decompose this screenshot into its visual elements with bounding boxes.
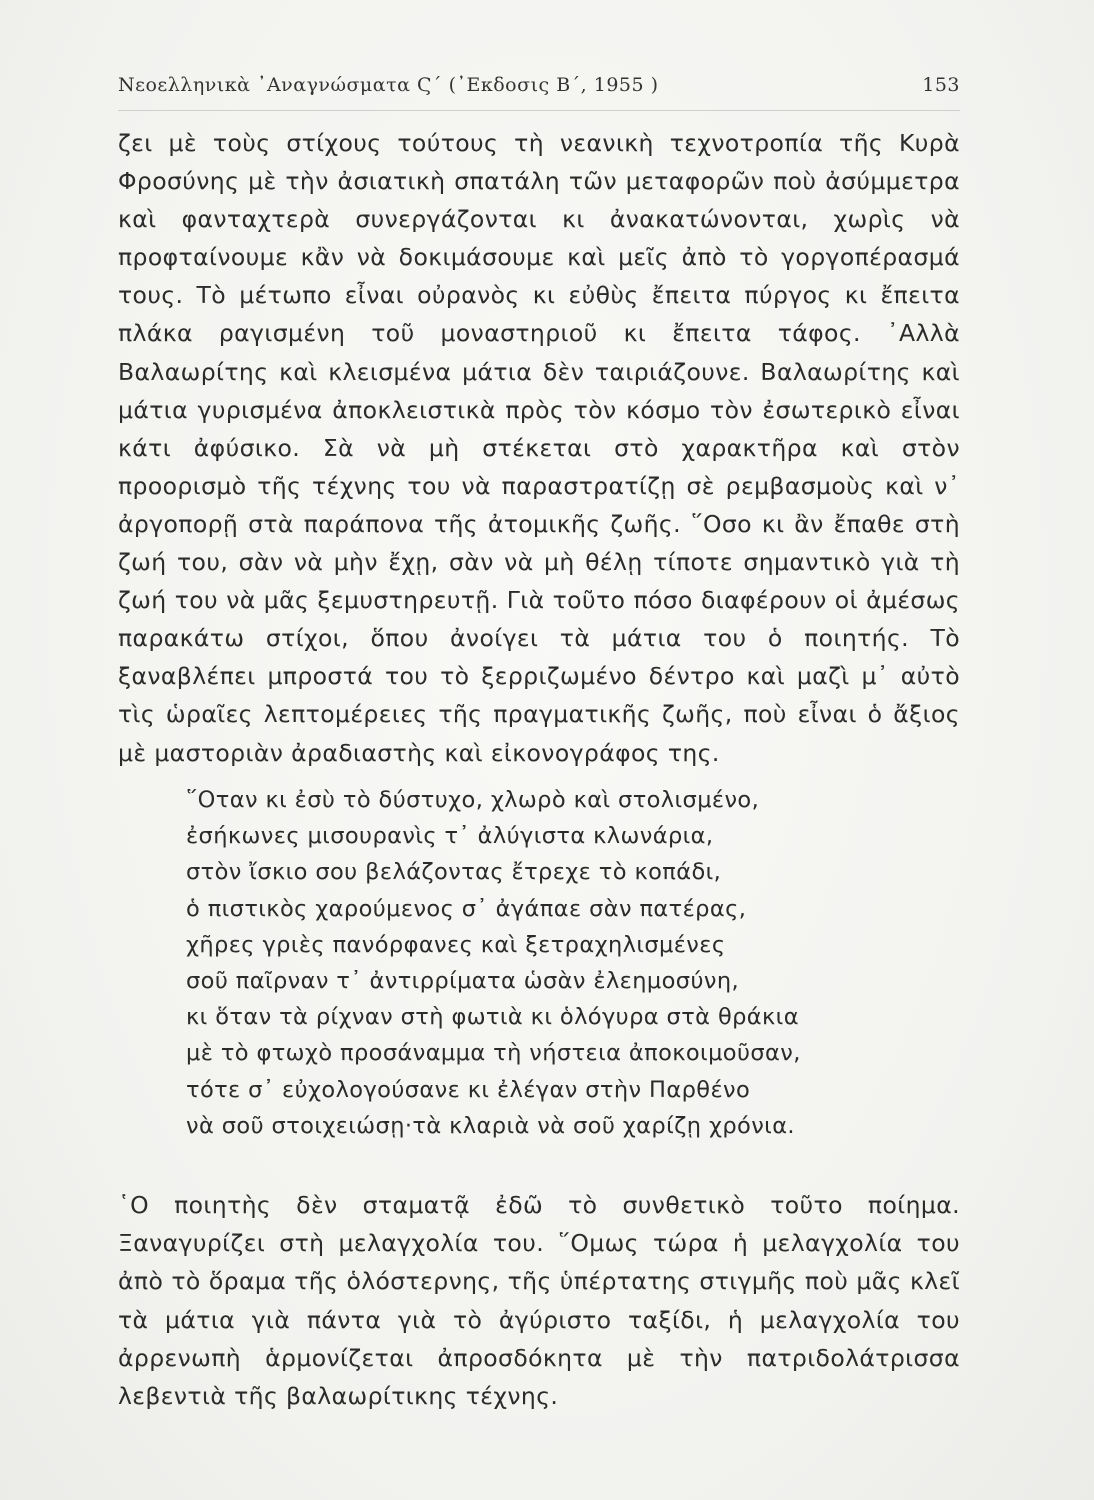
poem-line: νὰ σοῦ στοιχειώσῃ·τὰ κλαριὰ νὰ σοῦ χαρίζῃ χρόνια. [186,1112,795,1139]
body-paragraph-1: ζει μὲ τοὺς στίχους τούτους τὴ νεανικὴ τεχνοτροπία τῆς Κυρὰ Φροσύνης μὲ τὴν ἀσιατικὴ σπατάλη τῶν μεταφορῶν ποὺ ἀσύμμετρα καὶ φανταχτερὰ συνεργάζονται κι ἀνακατώνονται, χωρὶς νὰ προφταίνουμε κἂν νὰ δοκιμάσουμε καὶ μεῖς ἀπὸ τὸ γοργοπέρασμά τους. Τὸ μέτωπο εἶναι οὐρανὸς κι εὐθὺς ἔπειτα πύργος κι ἔπειτα πλάκα ραγισμένη τοῦ μοναστηριοῦ κι ἔπειτα τάφος. ᾿Αλλὰ Βαλαωρίτης καὶ κλεισμένα μάτια δὲν ταιριάζουνε. Βαλαωρίτης καὶ μάτια γυρισμένα ἀποκλειστικὰ πρὸς τὸν κόσμο τὸν ἐσωτερικὸ εἶναι κάτι ἀφύσικο. Σὰ νὰ μὴ στέκεται στὸ χαρακτῆρα καὶ στὸν προορισμὸ τῆς τέχνης του νὰ παραστρατίζῃ σὲ ρεμβασμοὺς καὶ ν᾿ ἀργοπορῇ στὰ παράπονα τῆς ἀτομικῆς ζωῆς. ῞Οσο κι ἂν ἔπαθε στὴ ζωή του, σὰν νὰ μὴν ἔχῃ, σὰν νὰ μὴ θέλῃ τίποτε σημαντικὸ γιὰ τὴ ζωή του νὰ μᾶς ξεμυστηρευτῇ. Γιὰ τοῦτο πόσο διαφέρουν οἱ ἀμέσως παρακάτω στίχοι, ὅπου ἀνοίγει τὰ μάτια του ὁ ποιητής. Τὸ ξαναβλέπει μπροστά του τὸ ξερριζωμένο δέντρο καὶ μαζὶ μ᾿ αὐτὸ τὶς ὡραῖες λεπτομέρειες τῆς πραγματικῆς ζωῆς, ποὺ εἶναι ὁ ἄξιος μὲ μαστοριὰν ἀραδιαστὴς καὶ εἰκονογράφος της. [118,129,960,767]
page-number: 153 [922,74,960,96]
header-title: Νεοελληνικὰ ᾿Αναγνώσματα Ϛ΄ (᾿Εκδοσις Β΄, 1955 ) [118,74,659,96]
poem-line: χῆρες γριὲς πανόρφανες καὶ ξετραχηλισμένες [186,931,726,958]
poem-line: ὁ πιστικὸς χαρούμενος σ᾿ ἀγάπαε σὰν πατέρας, [186,895,747,922]
poem-line: ῞Οταν κι ἐσὺ τὸ δύστυχο, χλωρὸ καὶ στολισμένο, [186,787,760,813]
running-header [118,74,960,104]
poem-quotation [186,782,801,1144]
poem-line: σοῦ παῖρναν τ᾿ ἀντιρρίματα ὡσὰν ἐλεημοσύνη, [186,968,740,995]
poem-line: ἐσήκωνες μισουρανὶς τ᾿ ἀλύγιστα κλωνάρια, [186,823,714,850]
poem-line: κι ὅταν τὰ ρίχναν στὴ φωτιὰ κι ὁλόγυρα στὰ θράκια [186,1004,799,1031]
poem-line: στὸν ἴσκιο σου βελάζοντας ἔτρεχε τὸ κοπάδι, [186,859,722,886]
header-rule [118,110,960,111]
body-paragraph-2: ῾Ο ποιητὴς δὲν σταματᾷ ἐδῶ τὸ συνθετικὸ τοῦτο ποίημα. Ξαναγυρίζει στὴ μελαγχολία του. ῞Ομως τώρα ἡ μελαγχολία του ἀπὸ τὸ ὅραμα τῆς ὁλόστερνης, τῆς ὑπέρτατης στιγμῆς ποὺ μᾶς κλεῖ τὰ μάτια γιὰ πάντα γιὰ τὸ ἀγύριστο ταξίδι, ἡ μελαγχολία του ἀρρενωπὴ ἁρμονίζεται ἀπροσδόκητα μὲ τὴν πατριδολάτρισσα λεβεντιὰ τῆς βαλαωρίτικης τέχνης. [118,1191,960,1411]
poem-line: τότε σ᾿ εὐχολογούσανε κι ἐλέγαν στὴν Παρθένο [186,1076,751,1103]
poem-line: μὲ τὸ φτωχὸ προσάναμμα τὴ νήστεια ἀποκοιμοῦσαν, [186,1040,801,1067]
